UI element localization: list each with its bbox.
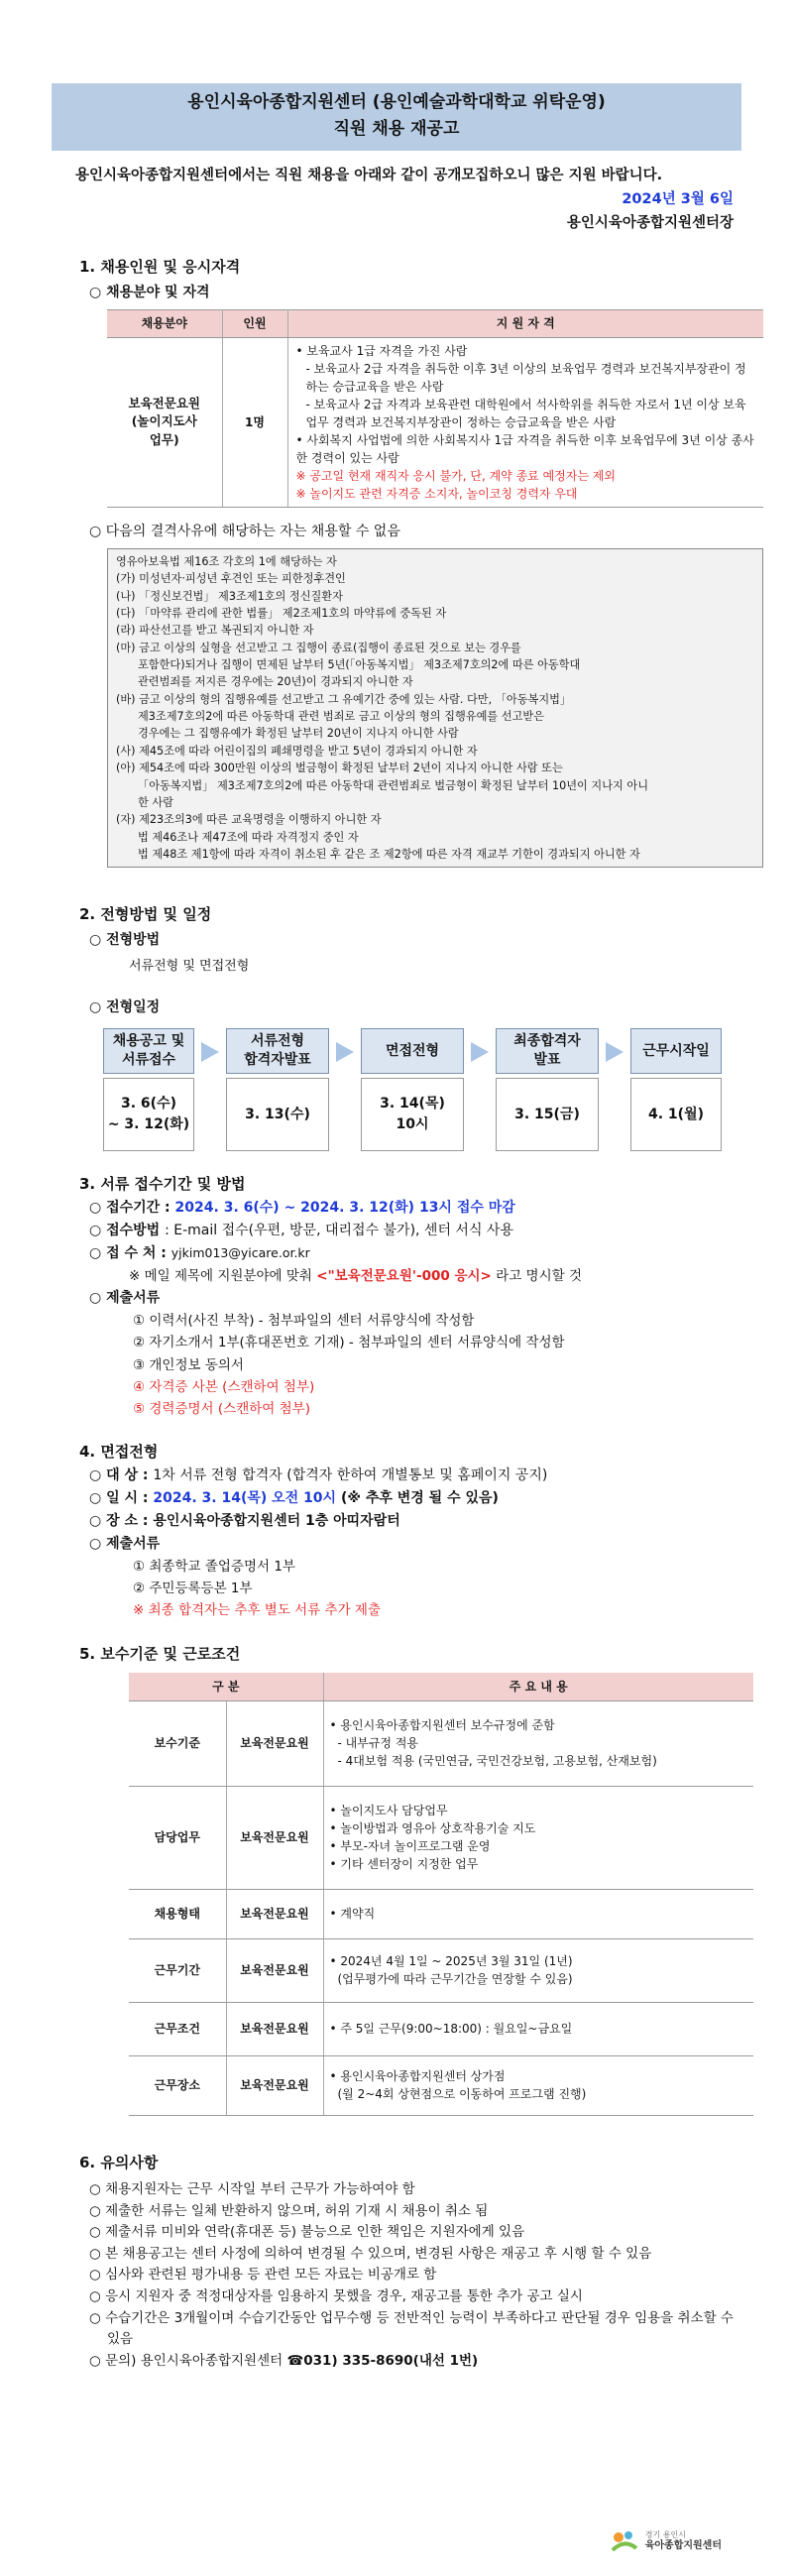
interview-date	[89, 1488, 741, 1509]
to-label: ○ 접 수 처 :	[89, 1244, 167, 1261]
disq-line: 「아동복지법」 제3조제7호의2에 따른 아동학대 관련범죄로 벌금형이 확정된 날부터 10년이 지나지 아니	[138, 778, 649, 792]
disq-line: 법 제48조 제1항에 따라 자격이 취소된 후 같은 조 제2항에 따른 자격 재교부 기한이 경과되지 아니한 자	[138, 847, 640, 861]
schedule-step	[496, 1028, 599, 1151]
row-field: 보육전문요원	[226, 1889, 323, 1938]
section-6-heading: 6. 유의사항	[79, 2153, 159, 2171]
notes-list	[89, 2179, 741, 2372]
schedule-step	[103, 1028, 194, 1151]
row-value	[323, 2055, 753, 2115]
row-value	[323, 1786, 753, 1889]
step-title: 근무시작일	[630, 1028, 722, 1074]
value-line: - 4대보험 적용 (국민연금, 국민건강보험, 고용보험, 산재보험)	[337, 1754, 657, 1769]
value-line: • 부모-자녀 놀이프로그램 운영	[329, 1839, 491, 1854]
issuer: 용인시육아종합지원센터장	[566, 214, 734, 231]
disq-line: (자) 제23조의3에 따른 교육명령을 이행하지 아니한 자	[116, 813, 382, 827]
qualification-cell	[287, 337, 763, 507]
center-logo	[610, 2528, 722, 2554]
contact-phone: ☎031) 335-8690(내선 1번)	[286, 2352, 479, 2369]
note-highlight: <"보육전문요원'-000 응시>	[316, 1267, 492, 1284]
logo-text	[645, 2530, 722, 2552]
row-value	[323, 1938, 753, 2002]
row-value	[323, 1700, 753, 1786]
method-label: ○ 접수방법	[89, 1222, 161, 1238]
row-value	[323, 2002, 753, 2055]
doc-item: ① 이력서(사진 부착) - 첨부파일의 센터 서류양식에 작성함	[133, 1313, 475, 1330]
contact-label: ○ 문의) 용인시육아종합지원센터	[89, 2352, 287, 2369]
field-cell: 보육전문요원 (놀이지도사 업무)	[107, 337, 222, 507]
step-title: 최종합격자 발표	[496, 1028, 599, 1074]
disq-line: (가) 미성년자·피성년 후견인 또는 피한정후견인	[116, 572, 346, 586]
step-title: 서류전형 합격자발표	[226, 1028, 329, 1074]
row-field: 보육전문요원	[226, 1700, 323, 1786]
th-qualification: 지 원 자 격	[287, 309, 763, 337]
disq-line: (나) 「정신보건법」 제3조제1호의 정신질환자	[116, 589, 343, 603]
section-3-heading: 3. 서류 접수기간 및 방법	[79, 1175, 246, 1194]
value-line: • 2024년 4월 1일 ~ 2025년 3월 31일 (1년)	[329, 1954, 573, 1969]
row-field: 보육전문요원	[226, 1938, 323, 2002]
disq-line: 관련범죄를 저지른 경우에는 20년)이 경과되지 아니한 자	[138, 675, 413, 689]
logo-icon	[610, 2528, 639, 2554]
count-cell: 1명	[222, 337, 287, 507]
step-title: 채용공고 및 서류접수	[103, 1028, 194, 1074]
step-title: 면접전형	[361, 1028, 464, 1074]
note-item: ○ 제출한 서류는 일체 반환하지 않으며, 허위 기재 시 채용이 취소 됨	[89, 2202, 489, 2219]
note-item: ○ 본 채용공고는 센터 사정에 의하여 변경될 수 있으며, 변경된 사항은 재공고 후 시행 할 수 있음	[89, 2245, 652, 2262]
row-field: 보육전문요원	[226, 2002, 323, 2055]
row-key: 채용형태	[129, 1889, 226, 1938]
row-value	[323, 1889, 753, 1938]
value-line: • 놀이방법과 영유아 상호작용기술 지도	[329, 1821, 536, 1836]
row-key: 근무조건	[129, 2002, 226, 2055]
step-date: 3. 14(목) 10시	[361, 1078, 464, 1151]
disq-line: 영유아보육법 제16조 각호의 1에 해당하는 자	[116, 554, 337, 568]
receipt-period	[89, 1198, 741, 1219]
row-key: 담당업무	[129, 1786, 226, 1889]
disq-line: (라) 파산선고를 받고 복권되지 아니한 자	[116, 624, 314, 638]
arrow-right-icon	[329, 1028, 361, 1062]
selection-method: 서류전형 및 면접전형	[129, 958, 250, 974]
qual-note: ※ 놀이지도 관련 자격증 소지자, 놀이코칭 경력자 우대	[295, 486, 578, 501]
disq-line: (사) 제45조에 따라 어린이집의 폐쇄명령을 받고 5년이 경과되지 아니한 자	[116, 744, 478, 758]
note-item: ○ 채용지원자는 근무 시작일 부터 근무가 가능하여야 함	[89, 2181, 415, 2198]
step-date: 4. 1(월)	[630, 1078, 722, 1151]
doc-item: ③ 개인정보 동의서	[133, 1356, 244, 1373]
target-value: 1차 서류 전형 합격자 (합격자 한하여 개별통보 및 홈페이지 공지)	[153, 1466, 548, 1483]
logo-city: 경기 용인시	[644, 2530, 686, 2540]
table-row	[129, 1786, 753, 1889]
qual-item: • 보육교사 1급 자격을 가진 사람	[295, 343, 468, 358]
subheading-fields: ○ 채용분야 및 자격	[89, 284, 210, 300]
value-line: (업무평가에 따라 근무기간을 연장할 수 있음)	[337, 1972, 573, 1987]
doc-item: ⑤ 경력증명서 (스캔하여 첨부)	[133, 1401, 310, 1418]
section-4-heading: 4. 면접전형	[79, 1443, 159, 1462]
note-item: ○ 제출서류 미비와 연락(휴대폰 등) 불능으로 인한 책임은 지원자에게 있음	[89, 2224, 525, 2241]
row-key: 보수기준	[129, 1700, 226, 1786]
qual-item: - 보육교사 2급 자격과 보육관련 대학원에서 석사학위를 취득한 자로서 1년 이상 보육업무 경력과 보건복지부장관이 정하는 승급교육을 받은 사람	[305, 397, 746, 429]
title-line-2: 직원 채용 재공고	[333, 119, 460, 140]
disq-line: 경우에는 그 집행유예가 확정된 날부터 20년이 지나지 아니한 사람	[138, 727, 459, 741]
table-row	[129, 2055, 753, 2115]
docs-label: ○ 제출서류	[89, 1290, 161, 1307]
period-value: 2024. 3. 6(수) ~ 2024. 3. 12(화) 13시 접수 마감	[174, 1199, 515, 1216]
th-category: 구 분	[129, 1673, 323, 1700]
date-value: 2024. 3. 14(목) 오전 10시	[153, 1489, 337, 1506]
value-line: - 내부규정 적용	[337, 1736, 419, 1751]
schedule-step	[630, 1028, 722, 1151]
row-field: 보육전문요원	[226, 1786, 323, 1889]
target-label: ○ 대 상 :	[89, 1466, 149, 1483]
step-date: 3. 13(수)	[226, 1078, 329, 1151]
qual-item: - 보육교사 2급 자격을 취득한 이후 3년 이상의 보육업무 경력과 보건복지부장관이 정하는 승급교육을 받은 사람	[305, 361, 746, 394]
interview-place: ○ 장 소 : 용인시육아종합지원센터 1층 아띠자람터	[89, 1512, 400, 1529]
disqualification-title: ○ 다음의 결격사유에 해당하는 자는 채용할 수 없음	[89, 523, 400, 539]
step-date: 3. 6(수) ~ 3. 12(화)	[103, 1078, 194, 1151]
doc-item: ① 최종학교 졸업증명서 1부	[133, 1558, 295, 1575]
note-text: ※ 메일 제목에 지원분야에 맞춰	[129, 1267, 317, 1284]
qual-item: • 사회복지 사업법에 의한 사회복지사 1급 자격을 취득한 이후 보육업무에 3년 이상 종사한 경력이 있는 사람	[295, 432, 754, 465]
table-row	[129, 1938, 753, 2002]
table-row	[129, 1889, 753, 1938]
disq-line: 한 사람	[138, 795, 173, 809]
disq-line: 포함한다)되거나 집행이 면제된 날부터 5년(「아동복지법」 제3조제7호의2에 따른 아동학대	[138, 658, 581, 671]
doc-item: ④ 자격증 사본 (스캔하여 첨부)	[133, 1378, 315, 1395]
qualification-table	[107, 309, 763, 508]
disq-line: (바) 금고 이상의 형의 집행유예를 선고받고 그 유예기간 중에 있는 사람. 다만, 「아동복지법」	[116, 692, 572, 706]
title-banner	[52, 83, 741, 151]
step-date: 3. 15(금)	[496, 1078, 599, 1151]
disq-line: 법 제46조나 제47조에 따라 자격정지 중인 자	[138, 830, 359, 844]
value-line: (월 2~4회 상현점으로 이동하여 프로그램 진행)	[337, 2087, 587, 2102]
schedule-step	[361, 1028, 464, 1151]
disqualification-box	[107, 548, 763, 868]
arrow-right-icon	[464, 1028, 496, 1062]
disq-line: (아) 제54조에 따라 300만원 이상의 벌금형이 확정된 날부터 2년이 지나지 아니한 사람 또는	[116, 761, 563, 775]
logo-name: 육아종합지원센터	[644, 2539, 722, 2551]
subheading-method: ○ 전형방법	[89, 931, 161, 948]
section-2-heading: 2. 전형방법 및 일정	[79, 905, 212, 924]
date-note: (※ 추후 변경 될 수 있음)	[340, 1489, 499, 1506]
doc-note: ※ 최종 합격자는 추후 별도 서류 추가 제출	[133, 1602, 382, 1619]
contact-line	[89, 2351, 741, 2373]
schedule-flow	[103, 1028, 793, 1151]
schedule-step	[226, 1028, 329, 1151]
doc-item: ② 자기소개서 1부(휴대폰번호 기재) - 첨부파일의 센터 서류양식에 작성함	[133, 1335, 565, 1351]
row-key: 근무기간	[129, 1938, 226, 2002]
disq-line: (마) 금고 이상의 실형을 선고받고 그 집행이 종료(집행이 종료된 것으로 보는 경우를	[116, 641, 521, 654]
mail-subject-note	[129, 1266, 741, 1286]
interview-docs-label: ○ 제출서류	[89, 1535, 161, 1552]
value-line: • 계약직	[329, 1907, 376, 1922]
value-line: • 주 5일 근무(9:00~18:00) : 월요일~금요일	[329, 2022, 573, 2037]
row-key: 근무장소	[129, 2055, 226, 2115]
disq-line: 제3조제7호의2에 따른 아동학대 관련 범죄로 금고 이상의 형의 집행유예를 선고받은	[138, 710, 544, 724]
value-line: • 기타 센터장이 지정한 업무	[329, 1857, 479, 1872]
title-line-1: 용인시육아종합지원센터 (용인예술과학대학교 위탁운영)	[187, 92, 606, 112]
conditions-table	[129, 1673, 753, 2116]
email-link[interactable]: yjkim013@yicare.or.kr	[170, 1244, 310, 1260]
period-label: ○ 접수기간 :	[89, 1199, 170, 1216]
note-item: ○ 응시 지원자 중 적정대상자를 임용하지 못했을 경우, 재공고를 통한 추가 공고 실시	[89, 2288, 583, 2305]
section-5-heading: 5. 보수기준 및 근로조건	[79, 1644, 241, 1663]
notice-date: 2024년 3월 6일	[622, 190, 734, 207]
note-item: ○ 수습기간은 3개월이며 수습기간동안 업무수행 등 전반적인 능력이 부족하다고 판단될 경우 임용을 취소할 수 있음	[89, 2309, 734, 2348]
subheading-schedule: ○ 전형일정	[89, 999, 161, 1016]
date-label: ○ 일 시 :	[89, 1489, 149, 1506]
arrow-right-icon	[194, 1028, 226, 1062]
note-item: ○ 심사와 관련된 평가내용 등 관련 모든 자료는 비공개로 함	[89, 2267, 437, 2283]
method-value: : E-mail 접수(우편, 방문, 대리접수 불가), 센터 서식 사용	[165, 1222, 513, 1238]
th-content: 주 요 내 용	[323, 1673, 753, 1700]
table-row	[129, 2002, 753, 2055]
intro-text: 용인시육아종합지원센터에서는 직원 채용을 아래와 같이 공개모집하오니 많은 지원 바랍니다.	[75, 168, 663, 184]
section-1-heading: 1. 채용인원 및 응시자격	[79, 258, 241, 277]
th-field: 채용분야	[107, 309, 222, 337]
row-field: 보육전문요원	[226, 2055, 323, 2115]
qual-note: ※ 공고일 현재 재직자 응시 불가, 단, 계약 종료 예정자는 제외	[295, 468, 616, 483]
value-line: • 놀이지도사 담당업무	[329, 1804, 448, 1818]
table-row	[129, 1700, 753, 1786]
arrow-right-icon	[599, 1028, 630, 1062]
receipt-address	[89, 1243, 741, 1264]
value-line: • 용인시육아종합지원센터 상가점	[329, 2069, 506, 2084]
note-text: 라고 명시할 것	[491, 1267, 582, 1284]
doc-item: ② 주민등록등본 1부	[133, 1581, 253, 1597]
disq-line: (다) 「마약류 관리에 관한 법률」 제2조제1호의 마약류에 중독된 자	[116, 606, 447, 620]
value-line: • 용인시육아종합지원센터 보수규정에 준함	[329, 1718, 555, 1733]
th-count: 인원	[222, 309, 287, 337]
receipt-method	[89, 1221, 741, 1241]
interview-target	[89, 1465, 741, 1486]
document-page	[0, 83, 793, 2372]
